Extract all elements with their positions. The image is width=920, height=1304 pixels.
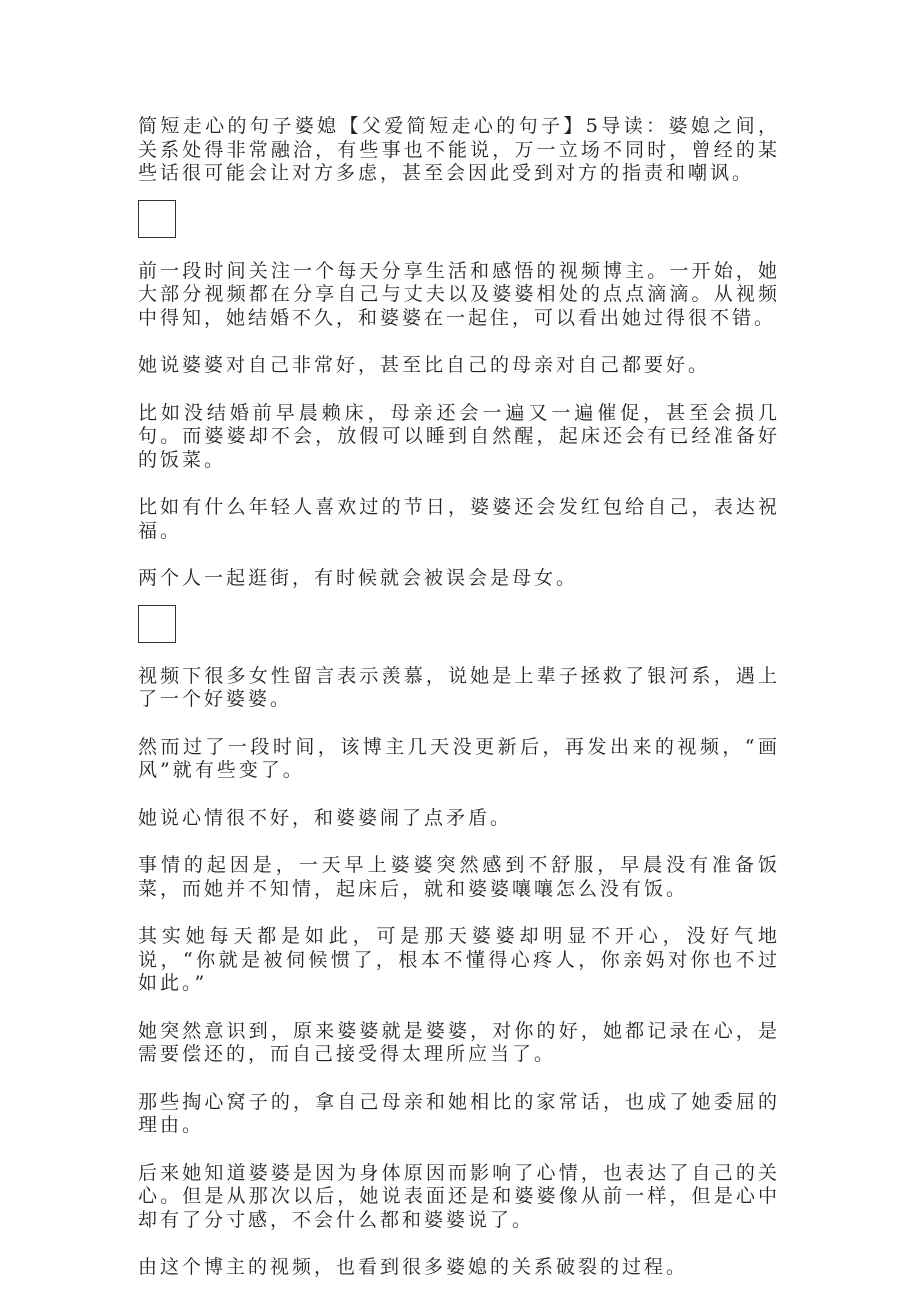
paragraph: 她说心情很不好，和婆婆闹了点矛盾。 xyxy=(138,806,513,829)
paragraph: 事情的起因是，一天早上婆婆突然感到不舒服，早晨没有准备饭菜，而她并不知情，起床后，就和婆婆嚷嚷怎么没有饭。 xyxy=(138,854,780,900)
paragraph: 其实她每天都是如此，可是那天婆婆却明显不开心，没好气地说，“你就是被伺候惯了，根本不懂得心疼人，你亲妈对你也不过如此。” xyxy=(138,925,780,994)
document-body xyxy=(138,115,780,1304)
paragraph: 比如没结婚前早晨赖床，母亲还会一遍又一遍催促，甚至会损几句。而婆婆却不会，放假可以睡到自然醒，起床还会有已经准备好的饭菜。 xyxy=(138,401,780,471)
intro-paragraph: 简短走心的句子婆媳【父爱简短走心的句子】5导读：婆媳之间，关系处得非常融洽，有些事也不能说，万一立场不同时，曾经的某些话很可能会让对方多虑，甚至会因此受到对方的指责和嘲讽。 xyxy=(138,115,780,184)
paragraph: 由这个博主的视频，也看到很多婆媳的关系破裂的过程。 xyxy=(138,1256,689,1278)
paragraph: 比如有什么年轻人喜欢过的节日，婆婆还会发红包给自己，表达祝福。 xyxy=(138,496,780,542)
paragraph: 她说婆婆对自己非常好，甚至比自己的母亲对自己都要好。 xyxy=(138,354,711,376)
paragraph: 前一段时间关注一个每天分享生活和感悟的视频博主。一开始，她大部分视频都在分享自己与丈夫以及婆婆相处的点点滴滴。从视频中得知，她结婚不久，和婆婆在一起住，可以看出她过得很不错。 xyxy=(138,259,780,329)
paragraph: 她突然意识到，原来婆婆就是婆婆，对你的好，她都记录在心，是需要偿还的，而自己接受得太理所应当了。 xyxy=(138,1019,780,1065)
paragraph: 那些掏心窝子的，拿自己母亲和她相比的家常话，也成了她委屈的理由。 xyxy=(138,1090,780,1136)
image-placeholder xyxy=(138,200,176,238)
paragraph: 然而过了一段时间，该博主几天没更新后，再发出来的视频，“画风”就有些变了。 xyxy=(138,735,780,781)
paragraph: 后来她知道婆婆是因为身体原因而影响了心情，也表达了自己的关心。但是从那次以后，她说表面还是和婆婆像从前一样，但是心中却有了分寸感，不会什么都和婆婆说了。 xyxy=(138,1161,780,1231)
paragraph: 两个人一起逛街，有时候就会被误会是母女。 xyxy=(138,567,579,589)
paragraph: 视频下很多女性留言表示羡慕，说她是上辈子拯救了银河系，遇上了一个好婆婆。 xyxy=(138,664,780,710)
image-placeholder xyxy=(138,605,176,643)
